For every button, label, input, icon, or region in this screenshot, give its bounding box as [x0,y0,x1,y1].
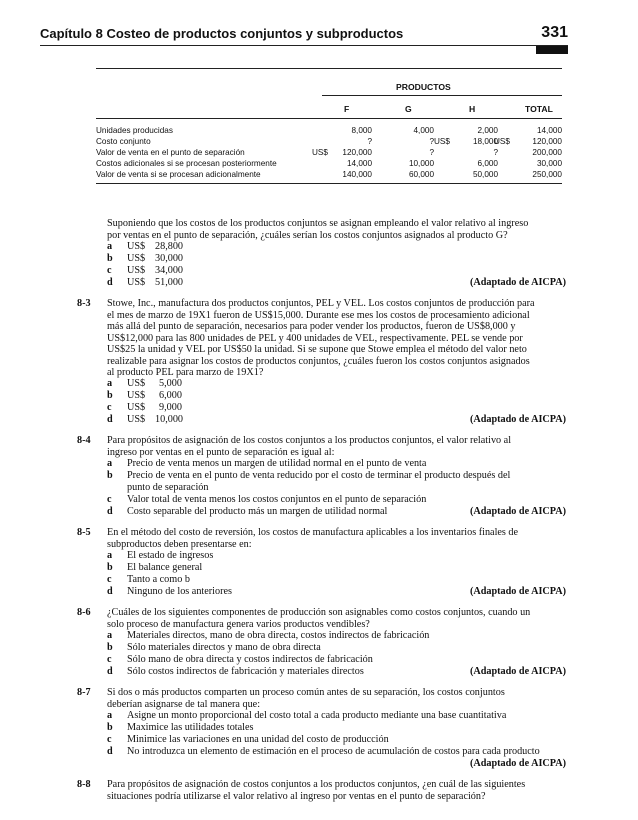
option-text: Minimice las variaciones en una unidad del costo de producción [127,734,389,745]
source-note: (Adaptado de AICPA) [469,586,566,597]
question-line: US$12,000 para las 800 unidades de PEL y 400 unidades de VEL, respectivamente. PEL se vende por [107,332,523,344]
question-line: Stowe, Inc., manufactura dos productos conjuntos, PEL y VEL. Los costos conjuntos de producción para [107,298,535,309]
option-letter: a [107,710,113,721]
question-line: solo proceso de manufactura genera varios productos vendibles? [107,618,370,630]
option-currency: US$ [127,277,146,288]
question-line: ¿Cuáles de los siguientes componentes de producción son asignables como costos conjuntos, cuando un [107,607,531,618]
question-line: deberían asignarse de tal manera que: [107,698,261,710]
column-header-f: F [344,104,350,114]
value-cell: 2,000 [477,126,498,135]
value-cell: ? [367,137,372,146]
question-number: 8-5 [77,527,91,538]
question-line: Si dos o más productos comparten un proceso común antes de su separación, los costos conjuntos [107,687,505,698]
header-rule-block [536,46,568,54]
option-letter: c [107,734,112,745]
page-number: 331 [541,24,568,41]
row-label: Costos adicionales si se procesan posteriormente [96,159,277,168]
source-note: (Adaptado de AICPA) [469,277,566,288]
option-letter: d [107,277,113,288]
option-text: Sólo materiales directos y mano de obra directa [127,642,321,653]
question-number: 8-4 [77,435,91,446]
option-amount: 10,000 [155,414,184,425]
value-cell: 14,000 [536,126,562,135]
option-amount: 5,000 [159,378,182,389]
option-letter: d [107,414,113,425]
question-line: al producto PEL para marzo de 19X1? [107,367,264,378]
option-letter: c [107,265,112,276]
option-letter: a [107,241,113,252]
option-letter: c [107,402,112,413]
row-label: Unidades producidas [96,126,173,135]
option-letter: a [107,550,113,561]
option-text: Maximice las utilidades totales [127,722,254,733]
option-text: Valor total de venta menos los costos conjuntos en el punto de separación [127,494,427,505]
column-header-total: TOTAL [525,104,553,114]
chapter-title: Capítulo 8 Costeo de productos conjuntos y subproductos [40,26,404,41]
row-label: Valor de venta si se procesan adicionalmente [96,170,261,179]
question-line: Para propósitos de asignación de los costos conjuntos a los productos conjuntos, el valor relativo al [107,435,512,446]
table-row [96,137,562,148]
option-letter: d [107,506,113,517]
option-text: Sólo costos indirectos de fabricación y materiales directos [127,666,364,677]
option-text: Tanto a como b [127,574,190,585]
table-header-rule [96,118,562,119]
value-cell: 50,000 [472,170,498,179]
option-currency: US$ [127,241,146,252]
option-letter: d [107,666,113,677]
option-text: Precio de venta menos un margen de utilidad normal en el punto de venta [127,458,427,469]
question-line: Para propósitos de asignación de costos conjuntos a los productos conjuntos, ¿en cuál de las siguientes [107,779,526,790]
table-top-rule [96,68,562,69]
option-text: Precio de venta en el punto de venta reducido por el costo de terminar el producto después del [127,470,511,481]
row-label: Costo conjunto [96,137,151,146]
option-amount: 28,800 [155,241,184,252]
option-currency: US$ [127,414,146,425]
value-cell: 8,000 [351,126,372,135]
option-letter: b [107,470,113,481]
option-letter: b [107,642,113,653]
value-cell: 4,000 [413,126,434,135]
question-number: 8-8 [77,779,91,790]
option-text: Materiales directos, mano de obra directa, costos indirectos de fabricación [127,630,430,641]
source-note: (Adaptado de AICPA) [469,758,566,769]
question-line: En el método del costo de reversión, los costos de manufactura aplicables a los inventarios finales de [107,527,519,538]
currency-cell: US$ [434,137,450,146]
option-letter: d [107,746,113,757]
option-text: Asigne un monto proporcional del costo total a cada producto mediante una base cuantitativa [127,710,507,721]
option-amount: 30,000 [155,253,184,264]
question-number: 8-6 [77,607,91,618]
option-letter: b [107,722,113,733]
option-letter: a [107,630,113,641]
option-currency: US$ [127,378,146,389]
question-number: 8-7 [77,687,91,698]
option-currency: US$ [127,402,146,413]
value-cell: ? [429,137,434,146]
question-text [107,218,565,241]
option-amount: 6,000 [159,390,182,401]
header-rule [40,45,568,46]
option-letter: c [107,574,112,585]
column-header-g: G [405,104,412,114]
question-text [107,779,565,802]
table-group-rule [322,95,562,96]
question-line: ingreso por ventas en el punto de separación es igual al: [107,446,335,458]
question-text [107,527,565,550]
table-row [96,159,562,170]
option-text: El estado de ingresos [127,550,214,561]
column-header-h: H [469,104,476,114]
value-cell: 120,000 [342,148,372,157]
value-cell: 30,000 [536,159,562,168]
running-header [40,26,568,46]
option-text: Sólo mano de obra directa y costos indirectos de fabricación [127,654,373,665]
question-line: Suponiendo que los costos de los productos conjuntos se asignan empleando el valor relativo al ingreso [107,218,529,229]
value-cell: 200,000 [532,148,562,157]
option-letter: b [107,562,113,573]
option-letter: b [107,390,113,401]
question-number: 8-3 [77,298,91,309]
question-text [107,607,565,630]
value-cell: ? [429,148,434,157]
option-letter: b [107,253,113,264]
option-currency: US$ [127,265,146,276]
option-amount: 9,000 [159,402,182,413]
value-cell: 120,000 [532,137,562,146]
question-text [107,435,565,458]
option-letter: c [107,494,112,505]
question-text [107,298,565,379]
question-line: por ventas en el punto de separación, ¿cuáles serían los costos conjuntos asignados al producto G? [107,229,508,241]
option-letter: a [107,378,113,389]
option-amount: 51,000 [155,277,184,288]
value-cell: 60,000 [408,170,434,179]
currency-cell: US$ [494,137,510,146]
option-currency: US$ [127,390,146,401]
option-amount: 34,000 [155,265,184,276]
value-cell: 18,000 [472,137,498,146]
table-row [96,148,562,159]
table-row [96,126,562,137]
option-letter: a [107,458,113,469]
question-line: situaciones podría utilizarse el valor relativo al ingreso por ventas en el punto de separación? [107,790,486,802]
value-cell: 14,000 [346,159,372,168]
value-cell: ? [493,148,498,157]
option-text: No introduzca un elemento de estimación en el proceso de acumulación de costos para cada producto [127,746,540,757]
table-row [96,170,562,181]
option-letter: c [107,654,112,665]
question-text [107,687,565,710]
question-line: US$25 la unidad y VEL por US$50 la unidad. Si se supone que Stowe emplea el método del valor neto [107,344,527,355]
table-bottom-rule [96,183,562,184]
option-text: Ninguno de los anteriores [127,586,232,597]
source-note: (Adaptado de AICPA) [469,414,566,425]
option-text: Costo separable del producto más un margen de utilidad normal [127,506,388,517]
question-line: más allá del punto de separación, necesarios para poder vender los productos, fueron de US$8,000 y [107,321,516,332]
value-cell: 140,000 [342,170,372,179]
option-text: El balance general [127,562,203,573]
table-group-title: PRODUCTOS [396,82,451,92]
source-note: (Adaptado de AICPA) [469,666,566,677]
option-text: punto de separación [127,482,209,493]
question-line: el mes de marzo de 19X1 fueron de US$15,000. Durante ese mes los costos de procesamiento adicional [107,309,530,321]
value-cell: 250,000 [532,170,562,179]
question-line: subproductos deben presentarse en: [107,538,252,550]
row-label: Valor de venta en el punto de separación [96,148,245,157]
question-line: realizable para asignar los costos de productos conjuntos, ¿cuáles fueron los costos conjuntos asignados [107,355,530,367]
option-letter: d [107,586,113,597]
value-cell: 6,000 [477,159,498,168]
currency-cell: US$ [312,148,328,157]
source-note: (Adaptado de AICPA) [469,506,566,517]
option-currency: US$ [127,253,146,264]
value-cell: 10,000 [408,159,434,168]
